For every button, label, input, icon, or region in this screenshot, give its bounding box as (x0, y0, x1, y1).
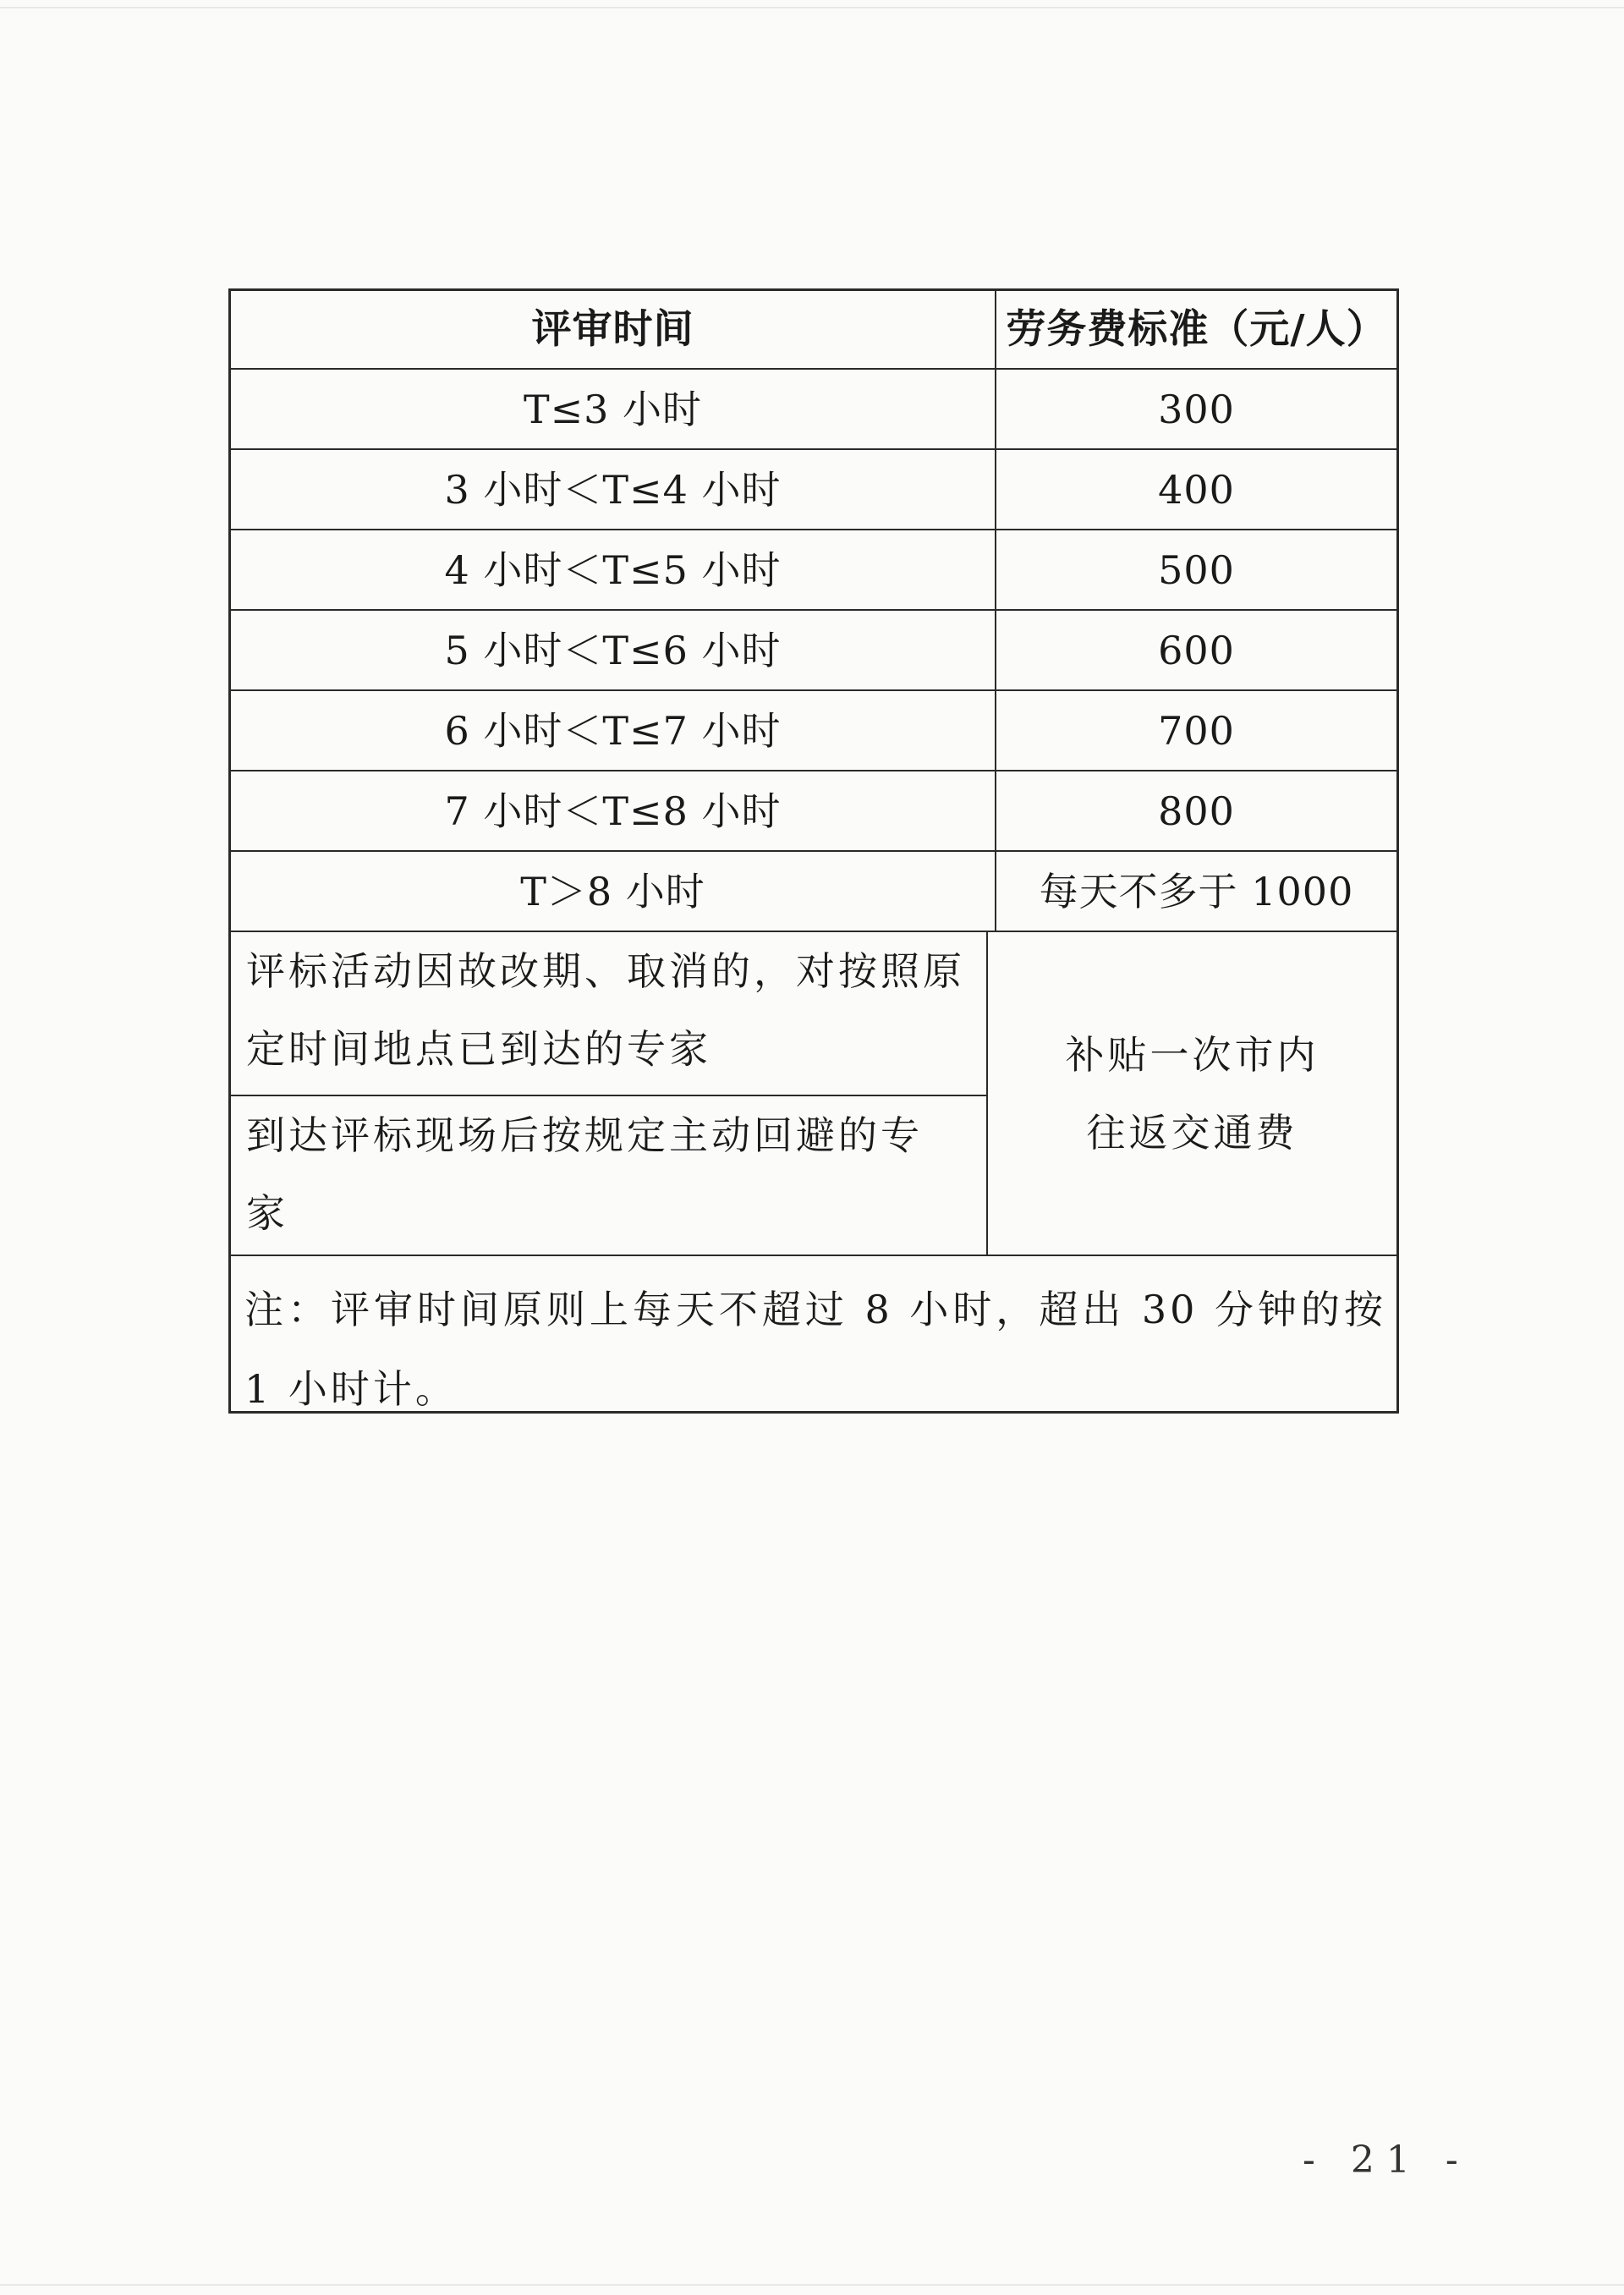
case-postponed (231, 932, 986, 1095)
case-recusal (231, 1096, 986, 1255)
subsidy-line1: 补贴一次市内 (1065, 1031, 1320, 1078)
subsidy-cell (988, 932, 1396, 1255)
page-number: - 21 - (1303, 2139, 1470, 2182)
row-fee-2: 400 (1158, 466, 1235, 513)
subsidy-line2: 往返交通费 (1086, 1109, 1298, 1156)
row-fee-1: 300 (1158, 386, 1235, 432)
header-fee: 劳务费标准（元/人） (1006, 306, 1387, 353)
row-fee-5: 700 (1158, 707, 1235, 754)
row-fee-3: 500 (1158, 546, 1235, 593)
row-time-2: 3 小时＜T≤4 小时 (444, 466, 782, 513)
table-note: 注：评审时间原则上每天不超过 8 小时，超出 30 分钟的按 1 小时计。 (244, 1287, 1386, 1412)
row-fee-6: 800 (1158, 788, 1235, 834)
row-time-1: T≤3 小时 (523, 386, 703, 432)
fee-standard-table (228, 288, 1399, 1414)
row-time-7: T＞8 小时 (520, 868, 705, 914)
row-divider (231, 1255, 1396, 1256)
case-recusal-line2: 家 (246, 1190, 288, 1236)
case-postponed-line2: 定时间地点已到达的专家 (246, 1026, 711, 1072)
row-fee-7: 每天不多于 1000 (1039, 868, 1354, 914)
page-bottom-edge (0, 2284, 1624, 2286)
row-time-6: 7 小时＜T≤8 小时 (444, 788, 782, 834)
header-time: 评审时间 (531, 306, 694, 353)
row-time-5: 6 小时＜T≤7 小时 (444, 707, 782, 754)
page-top-edge (0, 7, 1624, 8)
row-time-3: 4 小时＜T≤5 小时 (444, 546, 782, 593)
case-recusal-line1: 到达评标现场后按规定主动回避的专 (246, 1112, 923, 1158)
case-postponed-line1: 评标活动因故改期、取消的，对按照原 (246, 948, 965, 994)
row-time-4: 5 小时＜T≤6 小时 (444, 627, 782, 673)
row-fee-4: 600 (1158, 627, 1235, 673)
